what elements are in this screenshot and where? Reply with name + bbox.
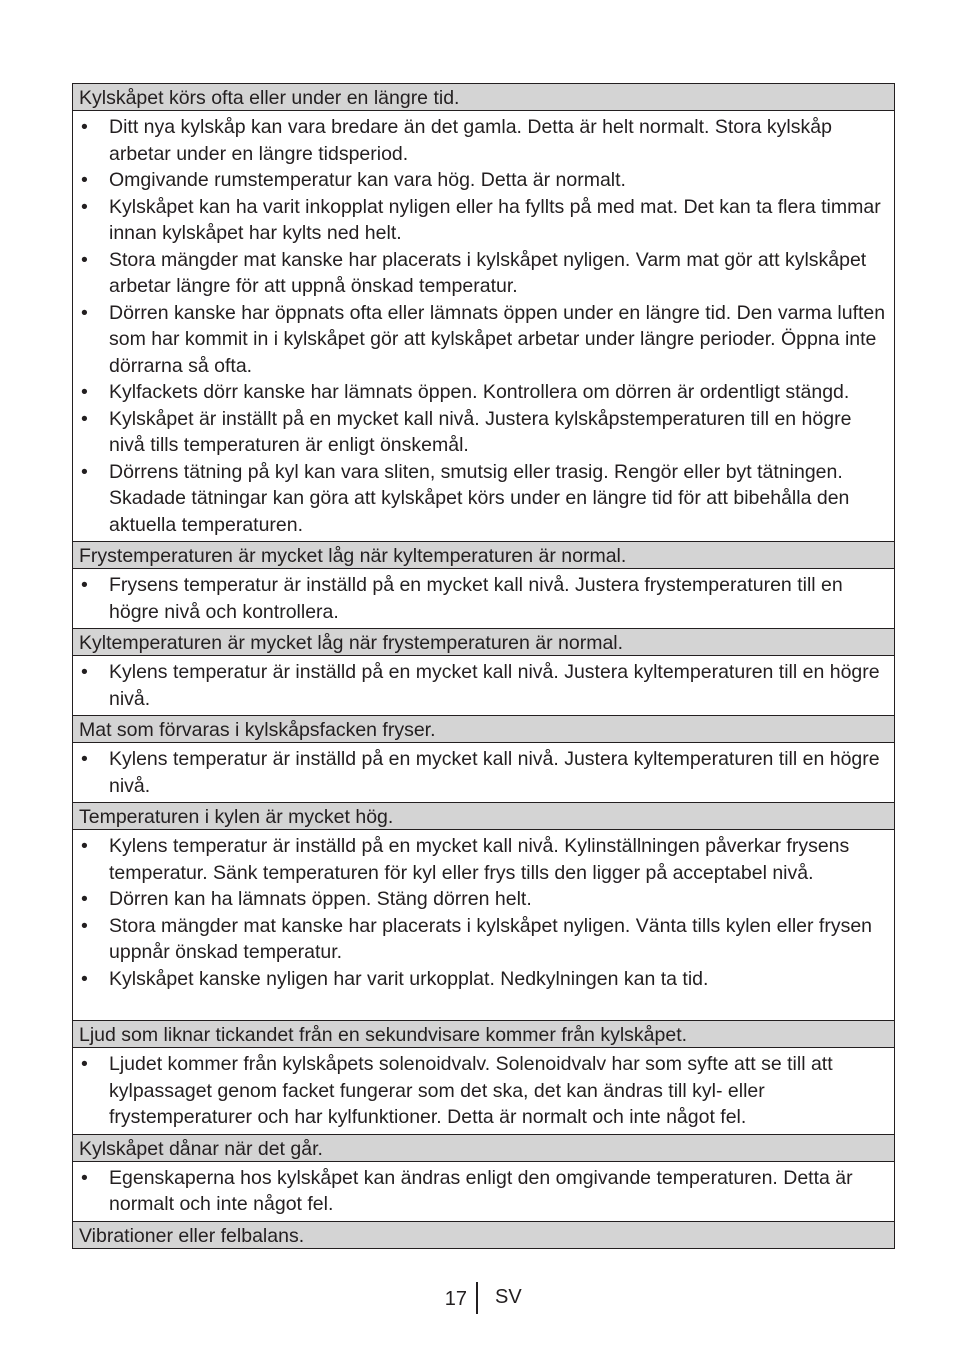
list-item — [73, 913, 888, 966]
bullet-icon: • — [81, 301, 88, 324]
bullet-icon: • — [81, 407, 88, 430]
bullet-icon: • — [81, 195, 88, 218]
list-item — [73, 966, 888, 993]
list-item — [73, 833, 888, 886]
bullet-list — [73, 1165, 888, 1218]
section-header: Kylskåpet dånar när det går. — [73, 1135, 894, 1162]
list-item — [73, 247, 888, 300]
bullet-icon: • — [81, 116, 88, 138]
bullet-icon: • — [81, 1053, 88, 1075]
section-body — [73, 1162, 894, 1222]
bullet-icon: • — [81, 574, 88, 596]
section-header: Frystemperaturen är mycket låg när kyltemperaturen är normal. — [73, 542, 894, 569]
bullet-icon: • — [81, 748, 88, 770]
item-text: Kylens temperatur är inställd på en mycket kall nivå. Justera kyltemperaturen till en högre nivå. — [109, 748, 880, 797]
item-text: Dörren kanske har öppnats ofta eller lämnats öppen under en längre tid. Den varma luften som har kommit in i kylskåpet gör att kylskåpet arbetar under längre perioder. Öppna inte dörrarna så ofta. — [109, 301, 886, 377]
section-body — [73, 830, 894, 1021]
bullet-list — [73, 1051, 888, 1131]
item-text: Kylskåpet kan ha varit inkopplat nyligen eller ha fyllts på med mat. Det kan ta flera timmar innan kylskåpet har kylts ned helt. — [109, 195, 881, 244]
item-text: Stora mängder mat kanske har placerats i kylskåpet nyligen. Vänta tills kylen eller frysen uppnår önskad temperatur. — [109, 914, 873, 963]
section-header: Vibrationer eller felbalans. — [73, 1222, 894, 1249]
section-header: Temperaturen i kylen är mycket hög. — [73, 803, 894, 830]
bullet-icon: • — [81, 248, 88, 271]
item-text: Kylskåpet är inställt på en mycket kall nivå. Justera kylskåpstemperaturen till en högre nivå tills temperaturen är enligt önskemål. — [109, 407, 852, 456]
list-item — [73, 194, 888, 247]
bullet-icon: • — [81, 1166, 88, 1189]
section-header: Mat som förvaras i kylskåpsfacken fryser. — [73, 716, 894, 743]
section-body — [73, 743, 894, 803]
item-text: Kylens temperatur är inställd på en mycket kall nivå. Justera kyltemperaturen till en högre nivå. — [109, 661, 880, 710]
bullet-icon: • — [81, 835, 88, 857]
bullet-icon: • — [81, 888, 88, 910]
bullet-list — [73, 659, 888, 712]
list-item — [73, 746, 888, 799]
list-item — [73, 459, 888, 539]
bullet-list — [73, 114, 888, 538]
item-text: Dörrens tätning på kyl kan vara sliten, smutsig eller trasig. Rengör eller byt tätningen. Skadade tätningar kan göra att kylskåpet körs under en längre tid för att bibehålla den aktuella temperaturen. — [109, 460, 850, 536]
page-number: 17 — [444, 1288, 467, 1310]
item-text: Frysens temperatur är inställd på en mycket kall nivå. Justera frystemperaturen till en högre nivå och kontrollera. — [109, 574, 843, 623]
bullet-icon: • — [81, 914, 88, 937]
section-header: Ljud som liknar tickandet från en sekundvisare kommer från kylskåpet. — [73, 1021, 894, 1048]
list-item — [73, 406, 888, 459]
section-header: Kylskåpet körs ofta eller under en längre tid. — [73, 84, 894, 111]
item-text: Kylens temperatur är inställd på en mycket kall nivå. Kylinställningen påverkar frysens temperatur. Sänk temperaturen för kyl eller frys tills den ligger på acceptabel nivå. — [109, 835, 850, 884]
list-item — [73, 572, 888, 625]
language-code: SV — [495, 1286, 522, 1308]
page-footer — [0, 1282, 954, 1316]
item-text: Dörren kan ha lämnats öppen. Stäng dörren helt. — [109, 888, 532, 910]
list-item — [73, 1165, 888, 1218]
bullet-icon: • — [81, 169, 88, 191]
item-text: Kylfackets dörr kanske har lämnats öppen. Kontrollera om dörren är ordentligt stängd. — [109, 381, 850, 403]
bullet-icon: • — [81, 460, 88, 483]
bullet-list — [73, 572, 888, 625]
item-text: Ditt nya kylskåp kan vara bredare än det gamla. Detta är helt normalt. Stora kylskåp arbetar under en längre tidsperiod. — [109, 116, 832, 165]
footer-divider — [476, 1282, 478, 1314]
item-text: Ljudet kommer från kylskåpets solenoidvalv. Solenoidvalv har som syfte att se till att kylpassaget genom facket fungerar som det ska, det kan ändras till kyl- eller frystemperaturer och har kylfunktioner. Detta är normalt och inte något fel. — [109, 1053, 833, 1128]
bullet-icon: • — [81, 381, 88, 403]
item-text: Stora mängder mat kanske har placerats i kylskåpet nyligen. Varm mat gör att kylskåpet arbetar längre för att uppnå önskad temperatur. — [109, 248, 867, 297]
section-body — [73, 656, 894, 716]
section-body — [73, 111, 894, 542]
bullet-icon: • — [81, 661, 88, 683]
item-text: Egenskaperna hos kylskåpet kan ändras enligt den omgivande temperaturen. Detta är normalt och inte något fel. — [109, 1166, 853, 1215]
list-item — [73, 114, 888, 167]
list-item — [73, 167, 888, 194]
bullet-list — [73, 833, 888, 992]
bullet-icon: • — [81, 967, 88, 990]
list-item — [73, 659, 888, 712]
list-item — [73, 300, 888, 380]
troubleshooting-table — [72, 83, 895, 1249]
bullet-list — [73, 746, 888, 799]
section-header: Kyltemperaturen är mycket låg när frystemperaturen är normal. — [73, 629, 894, 656]
item-text: Kylskåpet kanske nyligen har varit urkopplat. Nedkylningen kan ta tid. — [109, 967, 709, 990]
item-text: Omgivande rumstemperatur kan vara hög. Detta är normalt. — [109, 169, 626, 191]
section-body — [73, 569, 894, 629]
list-item — [73, 886, 888, 913]
section-body — [73, 1048, 894, 1135]
list-item — [73, 1051, 888, 1131]
list-item — [73, 379, 888, 406]
